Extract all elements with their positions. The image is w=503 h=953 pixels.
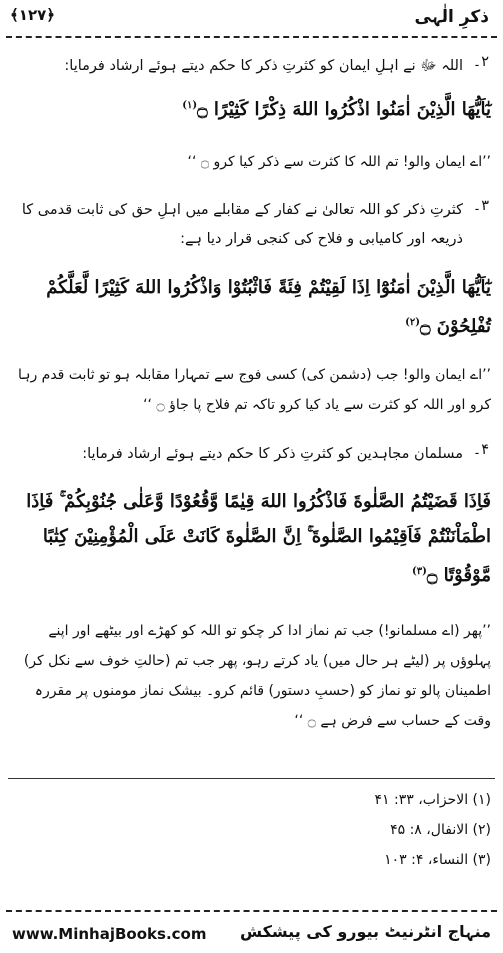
item-intro: اللہ ﷻ نے اہلِ ایمان کو کثرتِ ذکر کا حکم دیتے ہوئے ارشاد فرمایا: [64,58,463,74]
footnote-divider [8,778,495,779]
item-number: ۲۔ [472,54,489,70]
page-title: ذکرِ الٰہی [414,7,489,27]
website-link[interactable]: www.MinhajBooks.com [12,925,207,943]
item-number: ۴۔ [472,442,489,458]
footnote: (۲) الانفال، ۸: ۴۵ [390,822,491,838]
item-number: ۳۔ [472,198,489,214]
footer-divider [6,910,497,912]
quran-verse: يٰٓاَيُّهَا الَّذِيْنَ اٰمَنُوا اذْكُرُوا اللهَ ذِكْرًا كَثِيْرًا ۝$^{(۱)}$ [182,99,491,120]
footnote: (۳) النساء، ۴: ۱۰۳ [384,852,491,868]
verse-translation: ’’پھر (اے مسلمانو!) جب تم نماز ادا کر چکو تو اللہ کو کھڑے اور بیٹھے اور اپنے پہلوؤں پر (لیٹے ہر حال میں) یاد کرتے رہو، پھر جب تم (حالتِ خوف سے نکل کر) اطمینان پالو تو نماز کو (حسبِ دستور) قائم کرو۔ بیشک نماز مومنوں پر مقررہ وقت کے حساب سے فرض ہے ۝ ‘‘ [23,623,491,729]
footnote: (۱) الاحزاب، ۳۳: ۴۱ [374,792,491,808]
quran-verse: يٰٓاَيُّهَا الَّذِيْنَ اٰمَنُوْٓا اِذَا لَقِيْتُمْ فِئَةً فَاثْبُتُوْا وَاذْكُرُوا اللهَ كَثِيْرًا لَّعَلَّكُمْ تُفْلِحُوْنَ ۝$^{(۲)}$ [46,277,491,337]
verse-translation: ’’اے ایمان والو! تم اللہ کا کثرت سے ذکر کیا کرو ۝ ‘‘ [187,154,491,170]
publisher-name: منہاج انٹرنیٹ بیورو کی پیشکش [239,922,491,941]
item-intro: کثرتِ ذکر کو اللہ تعالیٰ نے کفار کے مقابلے میں اہلِ حق کی ثابت قدمی کا ذریعہ اور کامیابی و فلاح کی کنجی قرار دیا ہے: [21,202,463,247]
page-header [0,0,503,40]
verse-translation: ’’اے ایمان والو! جب (دشمن کی) کسی فوج سے تمہارا مقابلہ ہو تو ثابت قدم رہا کرو اور اللہ کو کثرت سے یاد کیا کرو تاکہ تم فلاح پا جاؤ ۝ ‘‘ [17,367,491,413]
page-number: ﴾۱۲۷﴿ [10,6,56,24]
footnote-ref: (۱) [182,100,198,111]
header-divider [6,36,497,38]
footnote-ref: (۳) [412,566,427,577]
quran-verse: فَاِذَا قَضَيْتُمُ الصَّلٰوةَ فَاذْكُرُوا اللهَ قِيٰمًا وَّقُعُوْدًا وَّعَلٰى جُنُوْبِكُمْ ۚ فَاِذَا اطْمَاْنَنْتُمْ فَاَقِيْمُوا الصَّلٰوةَ ۚ اِنَّ الصَّلٰوةَ كَانَتْ عَلَى الْمُؤْمِنِيْنَ كِتٰبًا مَّوْقُوْتًا ۝$^{(۳)}$ [26,491,491,586]
item-intro: مسلمان مجاہدین کو کثرتِ ذکر کا حکم دیتے ہوئے ارشاد فرمایا: [82,446,463,462]
footnote-ref: (۲) [405,317,420,328]
